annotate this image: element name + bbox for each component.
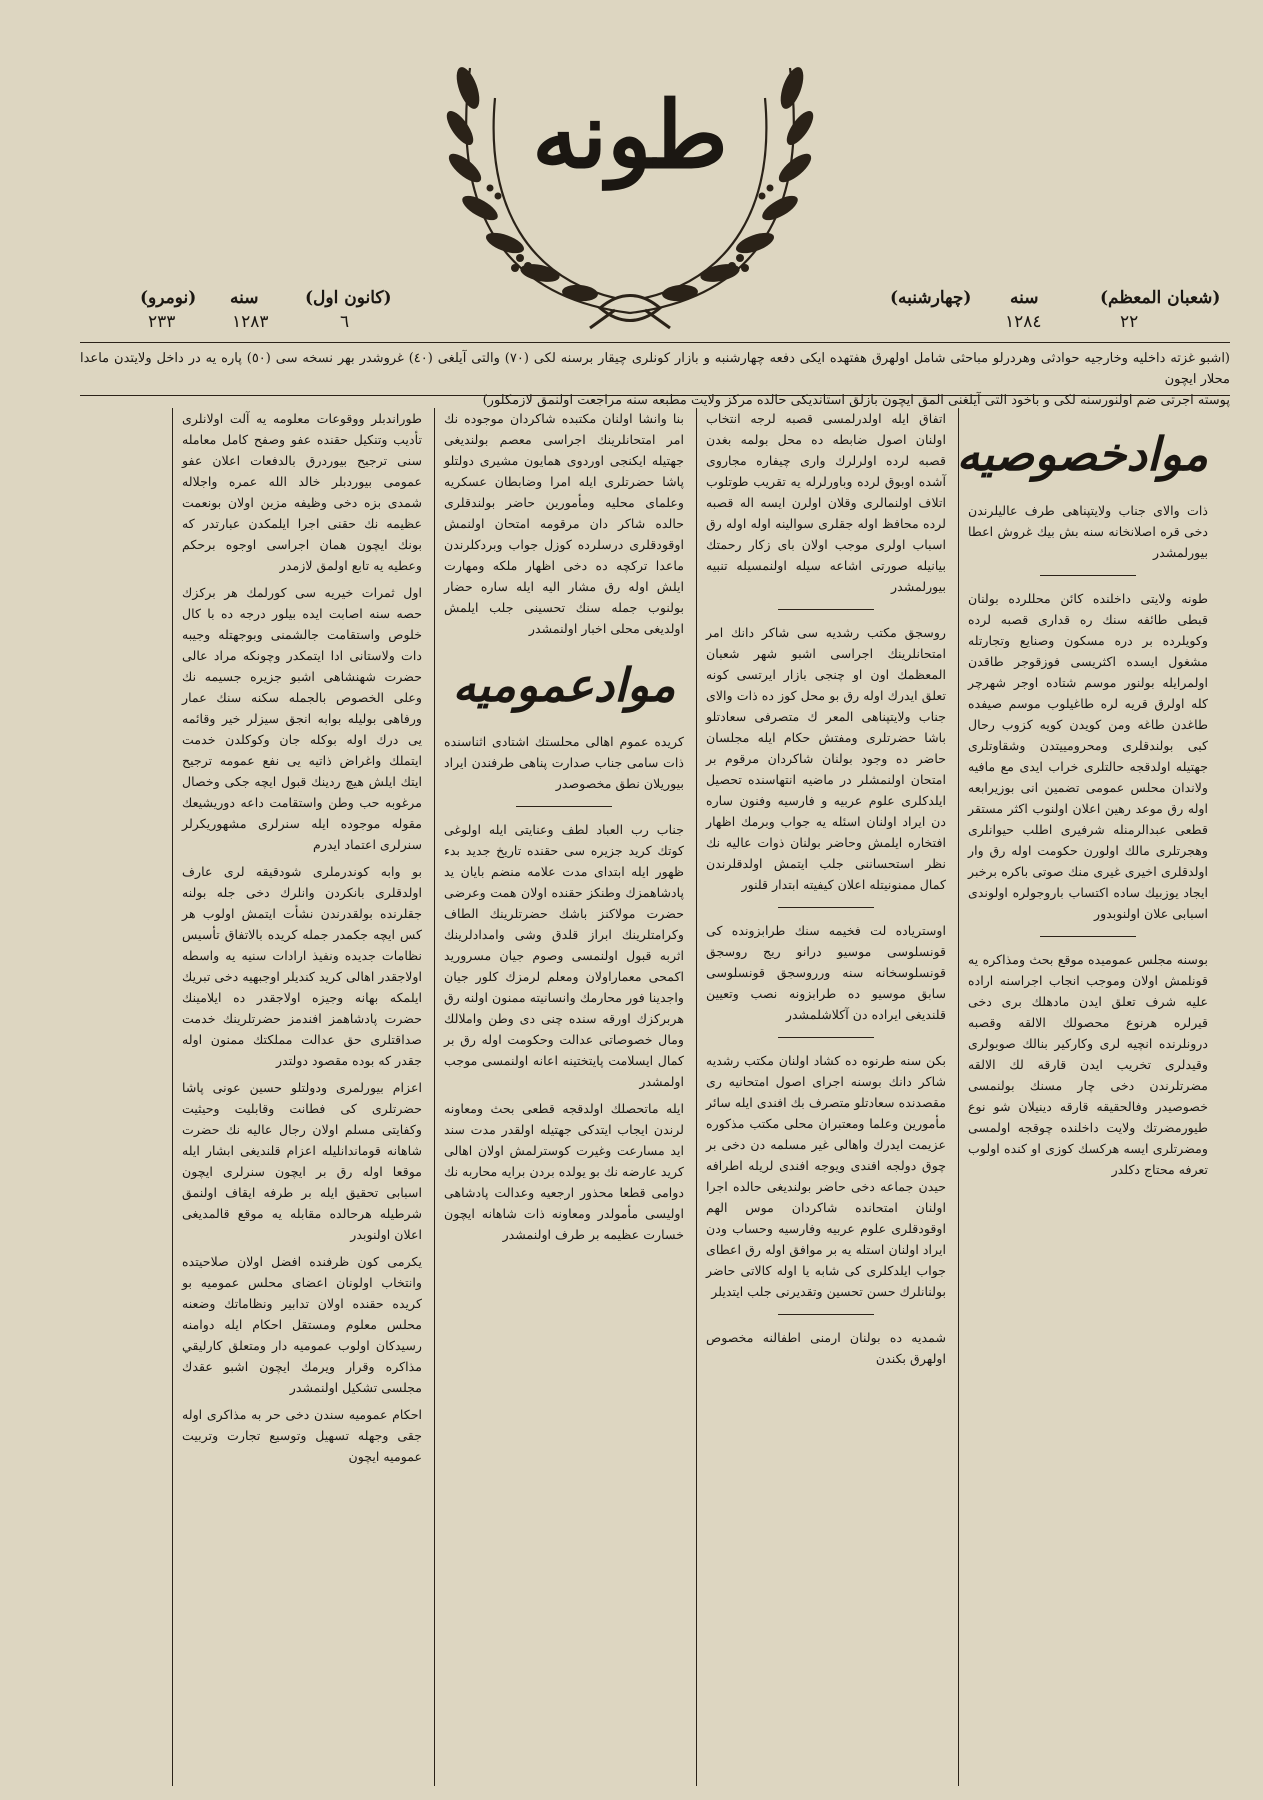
divider bbox=[1040, 575, 1136, 576]
c2-paragraph-3: اوسترياده لت فخيمه سنك طرابزونده كى قونسلوسى موسيو درانو ريج روسجق قونسلوسخانه سنه ورروسجق قونسلوسى سابق موسيو ده طرابزونه نصب وتعيين قلنديغى ايراده دن آكلاشلمشدر bbox=[706, 923, 946, 1022]
notice-line-1: (اشبو غزته داخليه وخارجيه حوادثى وهردرلو مباحثى شامل اولهرق هفتهده ايكى دفعه چهارشنبه و بازار كونلرى چيقار برسنه لكى (٧٠) والتى آيلغى (٤٠) غروشدر بهر نسخه سى (٥٠) پاره يه در داخل ولايتدن ماعدا محلار ايچون bbox=[80, 351, 1230, 387]
c4-paragraph-3: بو وابه كوندرملرى شودقيقه لرى عارف اولدقلرى بانكردن وانلرك دخى جله بولنه جقلرنده بولقدرندن نشأت ايتمش اولوب هر كس ايچه جكمدر جمله كريده بالاتفاق تأسيس نظامات جديده ونفيذ ارادات سنيه يه واسطه اولاجقدر اهالى كريد كنديلر اوجبهيه دخى تبريك ايلمكه بهانه وجيزه اولاجقدر ده ايلامينك حضرت پادشاهمز افندمز حضرتلرينك خدمت صداقتلرى حق عدالت مملكتك ممنون اوله جقدر كه بوده مقصود دولتدر bbox=[182, 864, 422, 1068]
c4-paragraph-2: اول ثمرات خيريه سى كورلمك هر بركزك حصه سنه اصابت ايده بيلور درجه ده با كال خلوص واستقامت جالشمنى وبوجهتله وجيبه دات ولاستانى ادا ايتمكدر وچونكه مراد عالى حضرت شهنشاهى اشبو جزيره جسيمه نك وعلى الخصوص بالجمله سكنه سنك عمار ورفاهى بوليله بوابه انجق سيزلر خير وقائمه يى درك اوله بوكله جان وكوكلدن خدمت ايتملك واغراض ذاتيه يى نفع عمومه ترجيح ايتك ايلش هيچ ردينك قبول ايچه جكى وخصال مرغوبه حب وطن واستقامت داعه دوريشيعك مقوله موجوده ايله سنرلرى مشهوريكرلر سنرلرى اعتماد ايدرم bbox=[182, 585, 422, 852]
top-rule bbox=[80, 342, 1230, 343]
column-1 bbox=[956, 408, 1208, 1786]
issue-number-label: (نومرو) bbox=[140, 288, 197, 308]
c2-paragraph-5: شمديه ده بولنان ارمنى اطفالنه مخصوص اولهرق بكندن bbox=[706, 1330, 946, 1366]
c4-paragraph-5: يكرمى كون ظرفنده افضل اولان صلاحيتده وانتخاب اولونان اعضاى محلس عموميه بو كريده حقنده اولان تدابير ونظاماتك وضعنه محلس معلوم ومستقل احكام ايله دوامنه رسيدكان اولوب عموميه دار ومتعلق كارليقي مذاكره وقرار ويرمك ايچون اشبو عقدك مجلسى تشكيل اولنمشدر bbox=[182, 1254, 422, 1395]
hijri-month: (شعبان المعظم) bbox=[1100, 288, 1221, 308]
divider bbox=[516, 806, 612, 807]
c4-paragraph-4: اعزام بيورلمرى ودولتلو حسين عونى پاشا حضرتلرى كى فطانت وقابليت وحيثيت وكفايتى مسلم اولان رجال عاليه نك حضرت شاهانه قوماندانليله اعزام قلنديغى ابشار ايله موقعا اوله رق بر ايچون سنرلرى ايچون اسبابى تحقيق ايله بر طرفه ايقاف اولنمق شرطيله هرحالده مقابله يه موقع قالمديغى اعلان اولنوبدر bbox=[182, 1080, 422, 1242]
c1-paragraph-3: بوسنه مجلس عموميده موقع بحث ومذاكره يه قونلمش اولان وموجب انجاب اجراسنه اراده عليه شرف تعلق ايدن مادهلك برى دخى قيرلره هرنوع محصولك الالقه وقصبه درونلرنده انچيه لرى وكاركير بنالك صوبولرى وقيدلرى تخريب ايدن قارقه لك الالقه مضرتلرندن دخى چار مسنك بولنمسى خصوصيدر وفالحقيقه قارقه دينيلان شو نوع طيورمضرتك ولايت داخلنده چوقجه اولمسى ومضرتلرى ايسه هركسك كوزى او كنده اولوب تعرفه محتاج دكلدر bbox=[968, 952, 1208, 1177]
divider bbox=[1040, 936, 1136, 937]
column-separator bbox=[696, 408, 697, 1786]
c3-paragraph-3: جناب رب العباد لطف وعنايتى ايله اولوغى كوتك كريد جزيره سى حقنده تاريخ جديد بدء ظهور ايله ابتداى مدت علامه منضم بايان يد پادشاهمزك وطنكز حقنده اولان همت وعرضى حضرت مولاكنز باشك حضرتلرينك الطاف وكرامتلرينك ابراز قلدق وشى وامدادلرينك اثربه قبول اولنمسى وصوم جيان مسروريد اكمحى معماراولان ومعلم لرمزك كلور جيان واجدينا فور محارمك وانسانيته ممنون اولنه رق هربركزك اورقه سنده چنى دى وطن واملالك ومال خصوصاتى عدالت وحكومت اوله رق بر كمال ايسلامت پايتختينه اعانه اولنمسى موجب اولمشدر bbox=[444, 822, 684, 1089]
c2-paragraph-4: بكن سنه طرنوه ده كشاد اولنان مكتب رشديه شاكر دانك بوسنه اجراى اصول امتحانيه رى مقصدنده سعادتلو متصرف بك افندى ايله سائر مأمورين وعلما ومعتبران محلى مكتب مذكوره عزيمت ايدرك واهالى غير مسلمه دن دخى بر چوق دولجه افندى ويوجه افندى لريله اطرافه حيدن جماعه دخى حاضر بولنديغى حالده اجرا اولنان امتحانده شاكردان موس الهم اوقودقلرى علوم عربيه وفارسيه وحساب ودن ايراد اولنان استله يه بر موافق اوله رق اعطاى جواب ايلدكلرى كى شابه يا اوله كالاتى حاضر بولنانلرك حسن تحسين وتقديرنى جلب ايتديلر bbox=[706, 1053, 946, 1299]
divider bbox=[778, 1037, 874, 1038]
hijri-year: ١٢٨٤ bbox=[1005, 312, 1042, 332]
divider bbox=[778, 609, 874, 610]
year-label-right: سنه bbox=[230, 288, 259, 308]
rumi-month: (كانون اول) bbox=[305, 288, 392, 308]
column-separator bbox=[172, 408, 173, 1786]
divider bbox=[778, 1314, 874, 1315]
newspaper-title: طونه bbox=[532, 81, 728, 189]
section-title-general: موادعموميه bbox=[452, 658, 676, 712]
column-separator bbox=[434, 408, 435, 1786]
notice-line-2: پوسته اجرتى ضم اولنورسنه لكى و باخود التى آيلغنى المق ايچون بازلق استانديكى حالده مركز ولايت مطبعه سنه مراجعت اولنمق لازمكلور) bbox=[482, 393, 1230, 408]
column-4 bbox=[182, 408, 422, 1786]
issue-number: ٢٣٣ bbox=[148, 312, 176, 332]
rumi-year: ١٢٨٣ bbox=[232, 312, 269, 332]
c1-paragraph-2: طونه ولايتى داخلنده كائن محللرده بولنان قبطى طائفه سنك ره قدارى قصبه لرده وكويلرده بر دره مسكون وصنايع وتجارتله مشغول ايسده اكثريسى فوزقوجر طاقدن اولمرايله بولنور موسم شتاده اوجر شهرچر كله اولرق قريه لره طاغيلوب موسم صيفده طاغدن طاغه ومن كويدن كويه كزوب رحال كبى بولندقلرى ومحرومييتدن وشقاوتلرى جهتيله اولدقجه حالتلرى خراب ايدى مع مافيه ولاندان محلس عمومى تضمين انى بوزيرابعه اوله رق موعد رهين اعلان اولنوب اكثر مستقر قطعى عبدالرمنله شرفيرى اطلب حيوانلرى وهجرتلرى مالك اولورن حكومت اوله رق وار اولدقلرى اخيرى غيرى منك صوتى باكره برخبر ايجاد يوزبيك ساده اكتساب باروجولره اولوندى اسبابى علان اولنوبدور bbox=[968, 591, 1208, 921]
c4-paragraph-6: احكام عموميه سندن دخى حر به مذاكرى اوله جقى وجهله تسهيل وتوسيع تجارت وتربيت عموميه ايچون bbox=[182, 1407, 422, 1464]
c4-paragraph-1: طوراندبلر ووقوعات معلومه يه آلت اولانلرى تأديب وتنكيل حقنده عفو وصفح كامل معامله سنى ترجيح بيوردرق بالدفعات اعلان عفو عمومى بيوردبلر خالد الله عمره واجلاله شمدى بزه دخى وظيفه مزين اولان بونعمت عظيمه نك حقنى اجرا ايلمكدن عبارتدر كه بونك ايچون همان اجراسى اوجوه برحكم وعطيه يه تابع اولمق لازمدر bbox=[182, 411, 422, 573]
masthead bbox=[0, 0, 1263, 340]
notice-rule bbox=[80, 395, 1230, 396]
rumi-day: ٦ bbox=[340, 312, 350, 332]
column-3 bbox=[444, 408, 684, 1786]
c3-paragraph-2: كريده عموم اهالى محلستك اشتادى اثناسنده ذات سامى جناب صدارت پناهى طرفندن ايراد بيوريلان نطق مخصوصدر bbox=[444, 734, 684, 791]
section-title-special: موادخصوصيه bbox=[956, 427, 1208, 481]
subscription-notice bbox=[80, 348, 1230, 408]
c2-paragraph-2: روسجق مكتب رشديه سى شاكر دانك امر امتحانلرينك اجراسى اشبو شهر شعبان المعظمك اون او چنجى بازار ايرتسى كونه تعلق ايدرك اوله رق بو محل كوز ده ذات والاى جناب ولايتپناهى المعر ك متصرفى سعادتلو باشا حضرتلرى ومفتش حكام ايله مجلسان حاضر ده وجود بولنان شاكردان مرقوم بر امتحان اولنمشلر در ماضيه انتهاسنده تحصيل ايلدكلرى علوم عربيه و فارسيه وفنون ساره دن ايراد اولنان اسئله يه جواب وبرمك اظهار افتخاره ايلمش وحاضر بولنان ذوات عاليه نك نظر استحساننى جلب ايتمش اولدقلرندن كمال ممنونيتله اعلان كيفيته ابتدار قلنور bbox=[706, 625, 946, 892]
hijri-day: ٢٢ bbox=[1120, 312, 1139, 332]
column-2 bbox=[706, 408, 946, 1786]
year-label-left: سنه bbox=[1010, 288, 1039, 308]
column-separator bbox=[958, 408, 959, 1786]
c3-paragraph-4: ايله ماتحصلك اولدقجه قطعى بحث ومعاونه لرندن ايجاب ايتدكى جهتيله اولقدر مدت سند ايد مسارعت وغيرت كوسترلمش اولان اهالى كريد عارضه نك بو يولده بردن برايه محاربه نك دوامى قطعا محذور ارجعيه وعدالت پادشاهى اوليسى مأمولدر ومعاونه ذات شاهانه ايچون خسارت عظيمه بر طرف اولنمشدر bbox=[444, 1101, 684, 1242]
weekday: (چهارشنبه) bbox=[890, 288, 972, 308]
c1-paragraph-1: ذات والاى جناب ولايتپناهى طرف عاليلرندن دخى قره اصلانخانه سنه بش بيك غروش اعطا بيورلمشدر bbox=[968, 503, 1208, 560]
c3-paragraph-1: بنا وانشا اولنان مكتبده شاكردان موجوده نك امر امتحانلرينك اجراسى معصم بولنديغى جهتيله ايكنجى اوردوى همايون مشيرى دولتلو پاشا حضرتلرى ايله امرا وضابطان عسكريه وعلماى محليه ومأمورين حاضر بولندقلرى حالده شاكر دان مرقومه امتحان اولنمش اوقودقلرى درسلرده كوزل جواب وبردكلرندن ماعدا تركچه ده دخى اظهار ملكه ومهارت ايلش اوله رق مشار اليه ايله ساره حضار بولنوب جمله سنك تحسينى جلب ايلمش اولديغى محلى اخبار اولنمشدر bbox=[444, 411, 684, 636]
divider bbox=[778, 907, 874, 908]
c2-paragraph-1: اتفاق ايله اولدرلمسى قصبه لرجه انتخاب اولنان اصول ضابطه ده محل بولمه بغدن قصبه لرده اولرلرك وارى چيفاره مجاروى آشده اوبوق لرده وباورلرله يه تقريب طوتلوب اتلاف اولنمالرى وقلان اولرن ايسه اله قصبه لرده محافظ اوله جقلرى سوالينه اوله اوله رق اسباب اولرى موجب اولان باى زكار رحمتك بيانيله صورتى اشاعه سيله اولنمسيله تنبيه بيورلمشدر bbox=[706, 411, 946, 594]
